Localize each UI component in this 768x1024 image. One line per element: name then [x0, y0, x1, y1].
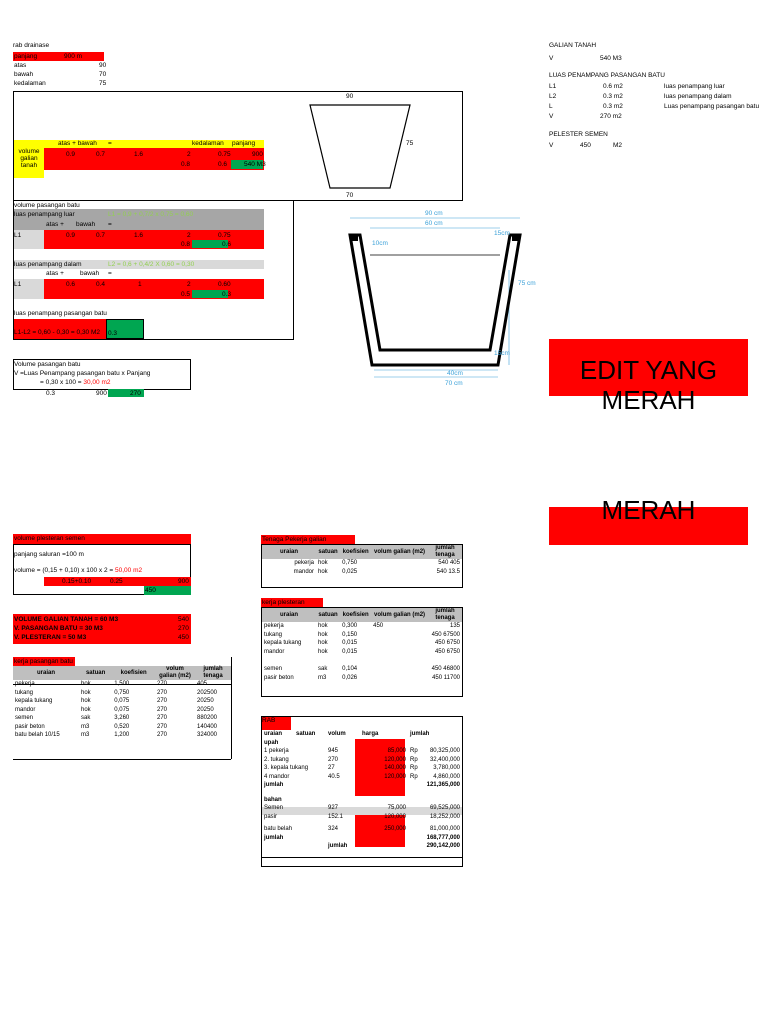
table-row: [262, 825, 462, 834]
table-row: [262, 747, 462, 756]
table-row: [262, 834, 462, 843]
l2-cell: 0.5: [181, 291, 191, 298]
currency-label: Rp: [410, 765, 418, 771]
table-cell: 0,075: [114, 698, 130, 704]
table-cell: jumlah: [264, 782, 284, 788]
luar-header: atas +: [46, 221, 64, 228]
column-header: satuan: [296, 731, 316, 737]
table-cell: 2. tukang: [264, 756, 289, 763]
volume-box-title: Volume pasangan batu: [14, 361, 81, 368]
table-cell: 0,025: [342, 568, 358, 575]
summary-value: 270: [178, 625, 189, 632]
table-cell: 450: [373, 623, 384, 629]
table-cell: 270: [157, 681, 168, 687]
l2-cell[interactable]: 0.4: [96, 281, 106, 288]
table-row: [262, 781, 462, 790]
l1-cell: 0.8: [181, 241, 191, 248]
l2-cell: 2: [187, 281, 191, 288]
dalam-label: luas penampang dalam: [14, 261, 82, 268]
tk-batu-bottom: [13, 759, 231, 760]
currency-label: Rp: [410, 773, 418, 780]
table-cell: jumlah: [264, 834, 284, 841]
draw-bottom-outer: 70 cm: [445, 380, 463, 387]
table-row: [13, 723, 231, 732]
table-row: [262, 813, 462, 822]
table-header-row: [13, 666, 231, 680]
table-cell: 0,015: [342, 640, 358, 646]
dalam-header: atas +: [46, 270, 64, 277]
l2-cell[interactable]: 0.6: [66, 281, 76, 288]
table-row: [262, 622, 462, 631]
table-cell: tukang: [15, 689, 34, 696]
table-cell-empty: [262, 656, 462, 665]
luar-label: luas penampang luar: [14, 211, 75, 218]
plester-cell[interactable]: 0.15+0.10: [62, 578, 92, 585]
table-cell: m3: [81, 732, 90, 738]
table-row: [262, 674, 462, 683]
table-cell: pekerja: [294, 560, 314, 566]
table-row: [262, 656, 462, 665]
table-row: [262, 648, 462, 657]
column-header: koefisien: [120, 669, 147, 676]
plester-line2-text: volume = (0,15 + 0,10) x 100 x 2 =: [14, 567, 115, 574]
draw-top-outer: 90 cm: [425, 210, 443, 217]
column-header: volum galian (m2): [374, 548, 426, 555]
table-row: [13, 689, 231, 698]
volume-box-line2-text: = 0,30 x 100 =: [40, 379, 84, 386]
table-cell: 3. kepala tukang: [264, 765, 309, 771]
table-cell: 880200: [197, 715, 218, 721]
table-cell: pekerja: [264, 623, 284, 629]
galian-v: V: [549, 55, 554, 62]
table-cell: 140400: [197, 723, 218, 730]
column-header: volum: [328, 731, 346, 737]
plester-cell: 0.25: [110, 578, 123, 585]
pasangan-label: luas penampang pasangan batu: [14, 310, 107, 317]
plester-line1: panjang saluran =100 m: [14, 551, 84, 558]
panjang-label: panjang: [14, 53, 38, 60]
tk-plester-table: [262, 608, 462, 682]
table-cell: 270: [328, 756, 339, 763]
galian-cell: 1.6: [134, 151, 144, 158]
luas-desc: luas penampang dalam: [664, 93, 732, 100]
table-cell: 270: [157, 723, 168, 730]
table-row: [262, 568, 462, 577]
rab-section-label: bahan: [264, 796, 282, 803]
table-row: [262, 665, 462, 674]
table-cell: 270: [157, 732, 168, 738]
dalam-header: bawah: [80, 270, 100, 277]
luas-key: L1: [549, 83, 557, 90]
column-header: satuan: [318, 611, 338, 618]
table-cell: hok: [81, 681, 91, 687]
table-cell: mandor: [293, 568, 314, 575]
table-cell: pasir: [264, 813, 278, 820]
volume-box-line1: V =Luas Penampang pasangan batu x Panjang: [14, 370, 151, 377]
column-header: harga: [362, 731, 379, 737]
luas-value: 0.6 m2: [603, 83, 623, 90]
l1-cell: 2: [187, 232, 191, 239]
atas-value[interactable]: 90: [99, 62, 107, 69]
atas-label: atas: [14, 62, 27, 69]
table-cell: 202500: [197, 689, 218, 696]
column-header: uraian: [36, 669, 55, 676]
table-cell: 20250: [197, 698, 214, 704]
edit-banner-bottom-text: MERAH: [601, 495, 696, 525]
table-cell: 3,260: [114, 715, 130, 721]
draw-left-inner: 10cm: [372, 240, 388, 247]
luas-value: 0.3 m2: [603, 103, 623, 110]
summary-label: V. PASANGAN BATU = 30 M3: [14, 625, 103, 632]
galian-cell[interactable]: 0.75: [218, 151, 231, 158]
column-header: koefisien: [342, 548, 369, 555]
column-header: jumlah tenaga: [435, 545, 455, 558]
table-cell: 1,200: [114, 732, 130, 738]
table-cell: Semen: [264, 805, 284, 811]
l1-result: 0.6: [222, 241, 232, 248]
table-cell: 27: [328, 765, 335, 771]
kedalaman-value[interactable]: 75: [99, 80, 107, 87]
luas-key: V: [549, 113, 554, 120]
dalam-formula: L2 = 0,6 + 0,4/2 X 0,60 = 0,30: [108, 261, 195, 268]
table-cell: hok: [318, 640, 328, 646]
l2-result: 0.3: [222, 291, 232, 298]
trap-side-label: 75: [406, 140, 414, 147]
table-cell: 0,520: [114, 723, 130, 730]
table-row: [262, 842, 462, 851]
table-cell: hok: [318, 560, 328, 566]
table-cell: 121,365,000: [426, 782, 460, 788]
table-row: [262, 804, 462, 813]
table-cell: 18,252,000: [429, 813, 460, 820]
pasangan-formula: L1-L2 = 0,60 - 0,30 = 0,30 M2: [14, 329, 101, 336]
table-cell: 40.5: [328, 773, 340, 780]
volume-galian-label: volume galian tanah: [18, 148, 40, 169]
table-cell[interactable]: 120,000: [384, 813, 406, 820]
table-row: [262, 559, 462, 568]
table-cell: 32,400,000: [429, 756, 460, 763]
galian-title: GALIAN TANAH: [549, 42, 597, 49]
table-cell: kepala tukang: [264, 640, 302, 646]
plester-cell[interactable]: 900: [178, 578, 189, 585]
table-cell[interactable]: 250,000: [384, 826, 406, 832]
table-cell: [371, 665, 428, 674]
table-cell: semen: [15, 715, 34, 721]
table-cell: 450 6750: [434, 640, 460, 646]
table-cell: 80,325,000: [429, 748, 460, 754]
plester-title: volume plesteran semen: [14, 535, 85, 542]
volume-value-b: 900: [96, 390, 107, 397]
table-row: [262, 739, 462, 748]
galian-cell: 2: [187, 151, 191, 158]
table-header-row: [262, 730, 462, 739]
table-cell: 1,500: [114, 681, 130, 687]
formula-equals: =: [108, 140, 112, 147]
formula-row-highlight: [14, 140, 264, 148]
table-cell: 4 mandor: [264, 773, 290, 780]
luas-key: L2: [549, 93, 557, 100]
draw-bottom-inner: 40cm: [447, 370, 463, 377]
table-cell: 0,750: [114, 689, 130, 696]
trapezoid-diagram: [300, 100, 420, 195]
pelester-value: 450: [580, 142, 591, 149]
bawah-label: bawah: [14, 71, 34, 78]
draw-height: 75 cm: [518, 280, 536, 287]
volume-box-line2: [40, 379, 110, 387]
column-header: volum galian (m2): [374, 611, 426, 618]
bawah-value[interactable]: 70: [99, 71, 107, 78]
pasangan-result: 0.3: [108, 330, 118, 337]
l2-label: L1: [14, 281, 22, 288]
table-cell: 0,026: [342, 674, 358, 681]
luas-desc: luas penampang luar: [664, 83, 725, 90]
tk-batu-table: [13, 666, 231, 740]
table-cell: [371, 674, 428, 683]
table-cell: kepala tukang: [15, 698, 53, 704]
table-cell: 0,300: [342, 623, 358, 629]
table-row: [13, 697, 231, 706]
luar-formula: L1 = 0,9 + 0,7/2 x 0,75 = 0,60: [108, 211, 194, 218]
dalam-header: =: [108, 270, 112, 277]
table-cell: 945: [328, 748, 339, 754]
summary-value: 450: [178, 634, 189, 641]
table-cell[interactable]: 140,000: [384, 765, 406, 771]
plester-line2: [14, 567, 142, 575]
table-cell: 81,000,000: [429, 826, 460, 832]
l1-label: L1: [14, 232, 22, 239]
table-row: [262, 764, 462, 773]
table-cell: 450 6750: [434, 648, 460, 655]
tk-plester-title: kerja plesteran: [262, 599, 305, 606]
galian-cell[interactable]: 0.9: [66, 151, 76, 158]
table-cell: 450 46800: [431, 666, 460, 672]
luas-title: LUAS PENAMPANG PASANGAN BATU: [549, 72, 665, 79]
column-header: jumlah tenaga: [435, 608, 455, 621]
table-cell: 270: [157, 698, 168, 704]
pelester-v: V: [549, 142, 554, 149]
table-cell: hok: [81, 698, 91, 704]
luar-header: =: [108, 221, 112, 228]
l1-cell: 1.6: [134, 232, 144, 239]
plester-result: 450: [145, 587, 156, 594]
column-header: satuan: [85, 669, 106, 676]
table-cell: 0,750: [342, 560, 358, 566]
pelester-title: PELESTER SEMEN: [549, 131, 608, 138]
table-cell: 324000: [197, 732, 218, 738]
currency-label: Rp: [410, 756, 418, 763]
rab-table: [262, 730, 462, 851]
galian-cell: 0.8: [181, 161, 191, 168]
table-cell: 540 13.5: [436, 568, 460, 575]
rab-section-label: upah: [264, 739, 279, 746]
galian-result: 540 M3: [244, 161, 266, 168]
table-cell: m3: [318, 674, 327, 681]
table-cell: [371, 631, 428, 640]
table-cell: 927: [328, 805, 339, 811]
currency-label: Rp: [410, 748, 418, 754]
table-row: [262, 631, 462, 640]
table-cell: 0,015: [342, 648, 358, 655]
l1-cell[interactable]: 0.75: [218, 232, 231, 239]
column-header: uraian: [279, 611, 298, 618]
table-cell: 20250: [197, 706, 214, 713]
luas-key: L: [549, 103, 553, 110]
volume-box-line2-red: 30,00 m2: [83, 379, 111, 386]
table-row: [13, 706, 231, 715]
tk-batu-right-border: [231, 657, 232, 759]
table-cell[interactable]: 85,000: [387, 748, 406, 754]
column-header: jumlah: [410, 731, 430, 737]
panjang-value[interactable]: 900 m: [64, 53, 83, 60]
table-cell: 0,075: [114, 706, 130, 713]
table-cell: mandor: [264, 648, 285, 655]
table-cell-empty: [262, 842, 326, 851]
luas-desc: Luas penampang pasangan batu: [664, 103, 760, 110]
draw-top-inner: 60 cm: [425, 220, 443, 227]
summary-label: VOLUME GALIAN TANAH = 60 M3: [14, 616, 119, 623]
formula-kedalaman: kedalaman: [192, 140, 224, 147]
table-cell: semen: [264, 666, 283, 672]
column-header: uraian: [264, 731, 283, 737]
edit-banner-text: EDIT YANG MERAH: [579, 355, 718, 415]
summary-value: 540: [178, 616, 189, 623]
l1-cell[interactable]: 0.7: [96, 232, 106, 239]
table-row: [262, 639, 462, 648]
trap-bottom-label: 70: [346, 192, 354, 199]
table-cell: 270: [157, 715, 168, 721]
table-cell: hok: [318, 568, 328, 575]
volume-value-a: 0.3: [46, 390, 56, 397]
table-row: [262, 796, 462, 805]
table-cell: hok: [318, 648, 328, 655]
table-cell: 405: [197, 681, 208, 687]
table-cell: [371, 639, 428, 648]
galian-value: 540 M3: [600, 55, 622, 62]
table-cell: hok: [81, 689, 91, 696]
l2-cell: 1: [138, 281, 142, 288]
table-header-row: [262, 545, 462, 559]
table-cell: 450 11700: [432, 674, 460, 681]
luas-value: 270 m2: [600, 113, 622, 120]
column-header: volum galian (m2): [159, 666, 191, 679]
tk-galian-table: [262, 545, 462, 576]
table-cell: [371, 568, 428, 577]
rab-grand-divider: [261, 857, 463, 858]
table-cell: 1 pekerja: [264, 748, 289, 754]
table-cell: pekerja: [15, 681, 35, 687]
draw-right-thick: 15cm: [494, 230, 510, 237]
table-cell: 270: [157, 706, 168, 713]
table-cell: 69,525,000: [429, 805, 460, 811]
table-row: [262, 773, 462, 782]
column-header: satuan: [318, 548, 338, 555]
table-cell: batu belah 10/15: [15, 732, 60, 738]
tk-galian-title: Tenaga Pekerja galian: [262, 536, 327, 543]
draw-bottom-thick: 15cm: [494, 350, 510, 357]
table-cell: [371, 559, 428, 568]
table-row: [13, 714, 231, 723]
table-cell: batu belah: [264, 826, 293, 832]
table-cell: tukang: [264, 631, 283, 638]
kedalaman-label: kedalaman: [14, 80, 46, 87]
table-cell: hok: [81, 706, 91, 713]
table-cell: 540 405: [438, 560, 460, 566]
l2-cell[interactable]: 0.60: [218, 281, 231, 288]
table-cell: sak: [81, 715, 91, 721]
summary-label: V. PLESTERAN = 50 M3: [14, 634, 87, 641]
table-row: [262, 756, 462, 765]
channel-cross-section-diagram: [340, 205, 545, 390]
table-row: [13, 731, 231, 740]
table-cell: 135: [449, 623, 460, 629]
galian-cell[interactable]: 900: [252, 151, 263, 158]
sheet-title: rab drainase: [13, 42, 50, 49]
pelester-unit: M2: [613, 142, 623, 149]
table-cell: 0,104: [342, 666, 358, 672]
grand-total: 290,142,000: [426, 843, 460, 849]
table-cell: 3,780,000: [433, 765, 460, 771]
formula-panjang: panjang: [232, 140, 256, 147]
tk-batu-title: kerja pasangan batu: [14, 658, 73, 665]
trap-top-label: 90: [346, 93, 354, 100]
plester-line2-red: 50,00 m2: [115, 567, 143, 574]
table-cell[interactable]: 75,000: [387, 805, 406, 811]
table-cell: sak: [318, 666, 328, 672]
table-cell: pasir beton: [15, 723, 45, 730]
galian-cell[interactable]: 0.7: [96, 151, 106, 158]
table-cell: m3: [81, 723, 90, 730]
table-cell: 168,777,000: [426, 834, 460, 841]
table-cell[interactable]: 120,000: [384, 756, 406, 763]
table-cell: hok: [318, 623, 328, 629]
volume-result: 270: [130, 390, 141, 397]
luas-value: 0.3 m2: [603, 93, 623, 100]
table-cell: pasir beton: [264, 674, 294, 681]
table-cell: hok: [318, 631, 328, 638]
edit-banner: [549, 339, 748, 415]
galian-cell: 0.6: [218, 161, 228, 168]
table-cell: [371, 648, 428, 657]
table-cell: 152.1: [328, 813, 344, 820]
l1-cell[interactable]: 0.9: [66, 232, 76, 239]
column-header: uraian: [279, 548, 298, 555]
tk-batu-divider: [13, 684, 231, 685]
table-cell: mandor: [15, 706, 36, 713]
table-cell: 0,150: [342, 631, 358, 638]
table-cell: jumlah: [328, 843, 348, 849]
luar-header: bawah: [76, 221, 96, 228]
pasangan-batu-title: volume pasangan batu: [14, 202, 80, 209]
rab-title: RAB: [262, 717, 276, 724]
table-cell: 324: [328, 826, 339, 832]
table-cell[interactable]: 120,000: [384, 773, 406, 780]
column-header: jumlah tenaga: [203, 666, 223, 679]
edit-banner-bottom: [549, 495, 748, 545]
table-cell: 270: [157, 689, 168, 696]
formula-atas-bawah: atas + bawah: [58, 140, 97, 147]
table-cell: 4,860,000: [433, 773, 460, 780]
column-header: koefisien: [342, 611, 369, 618]
table-cell: 450 67500: [431, 631, 460, 638]
table-header-row: [262, 608, 462, 622]
